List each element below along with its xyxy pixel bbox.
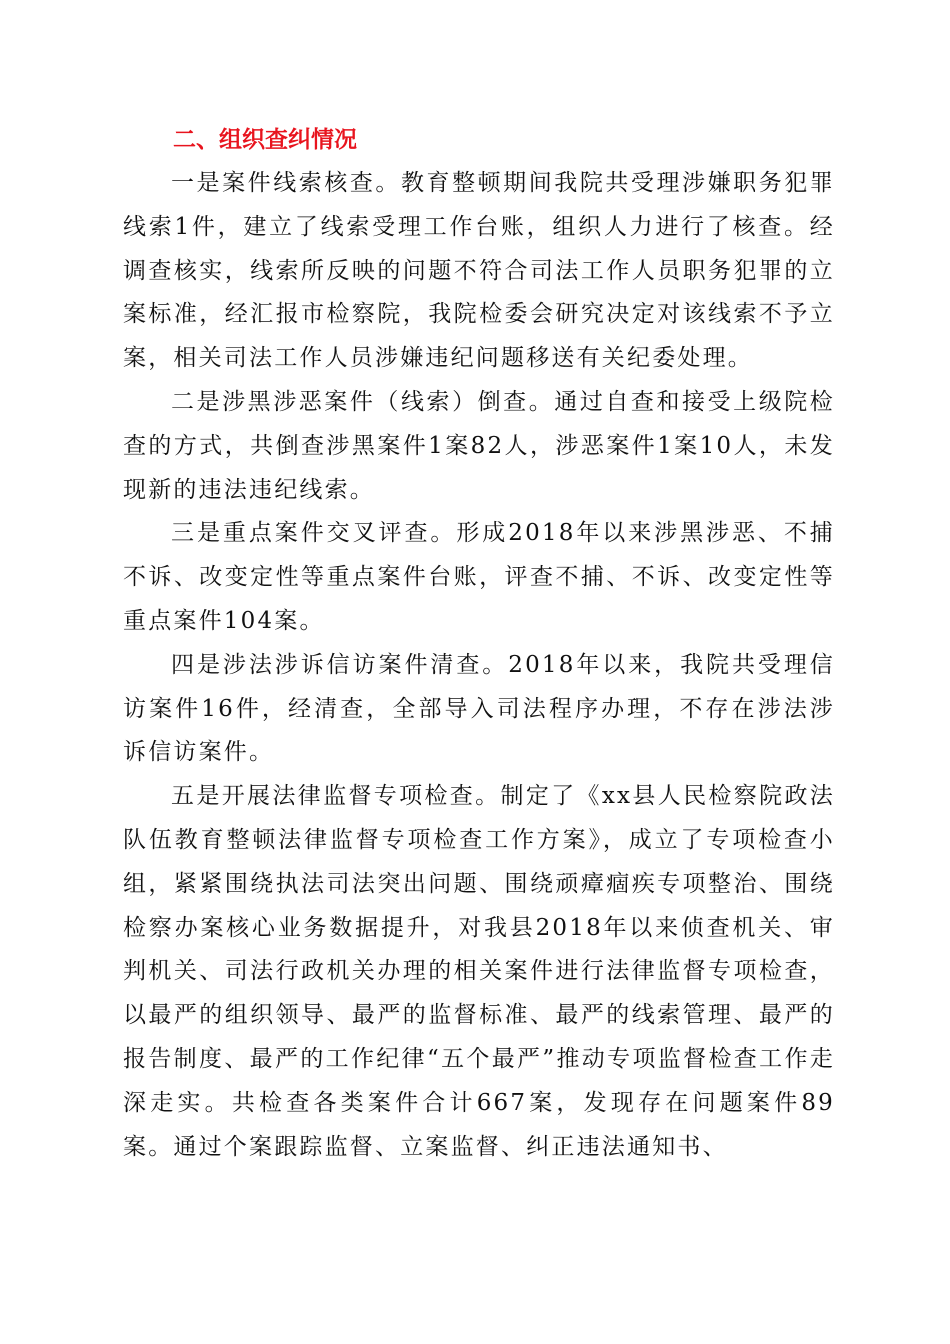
paragraph-key-case-cross-review: 三是重点案件交叉评查。形成2018年以来涉黑涉恶、不捕不诉、改变定性等重点案件台账，评查不捕、不诉、改变定性等重点案件104案。 [123,520,835,634]
paragraph-case-clue-verification: 一是案件线索核查。教育整顿期间我院共受理涉嫌职务犯罪线索1件，建立了线索受理工作台账，组织人力进行了核查。经调查核实，线索所反映的问题不符合司法工作人员职务犯罪的立案标准，经汇报市检察院，我院检委会研究决定对该线索不予立案，相关司法工作人员涉嫌违纪问题移送有关纪委处理。 [123,170,835,372]
paragraph-legal-supervision-inspection: 五是开展法律监督专项检查。制定了《xx县人民检察院政法队伍教育整顿法律监督专项检查工作方案》，成立了专项检查小组，紧紧围绕执法司法突出问题、围绕顽瘴痼疾专项整治、围绕检察办案核心业务数据提升，对我县2018年以来侦查机关、审判机关、司法行政机关办理的相关案件进行法律监督专项检查，以最严的组织领导、最严的监督标准、最严的线索管理、最严的报告制度、最严的工作纪律“五个最严”推动专项监督检查工作走深走实。共检查各类案件合计667案，发现存在问题案件89案。通过个案跟踪监督、立案监督、纠正违法通知书、 [123,783,835,1160]
document-body [123,118,835,1169]
paragraph-petition-case-check: 四是涉法涉诉信访案件清查。2018年以来，我院共受理信访案件16件，经清查，全部导入司法程序办理，不存在涉法涉诉信访案件。 [123,651,835,766]
section-heading: 二、组织查纠情况 [173,127,357,153]
paragraph-gang-case-review: 二是涉黑涉恶案件（线索）倒查。通过自查和接受上级院检查的方式，共倒查涉黑案件1案82人，涉恶案件1案10人，未发现新的违法违纪线索。 [123,388,835,503]
